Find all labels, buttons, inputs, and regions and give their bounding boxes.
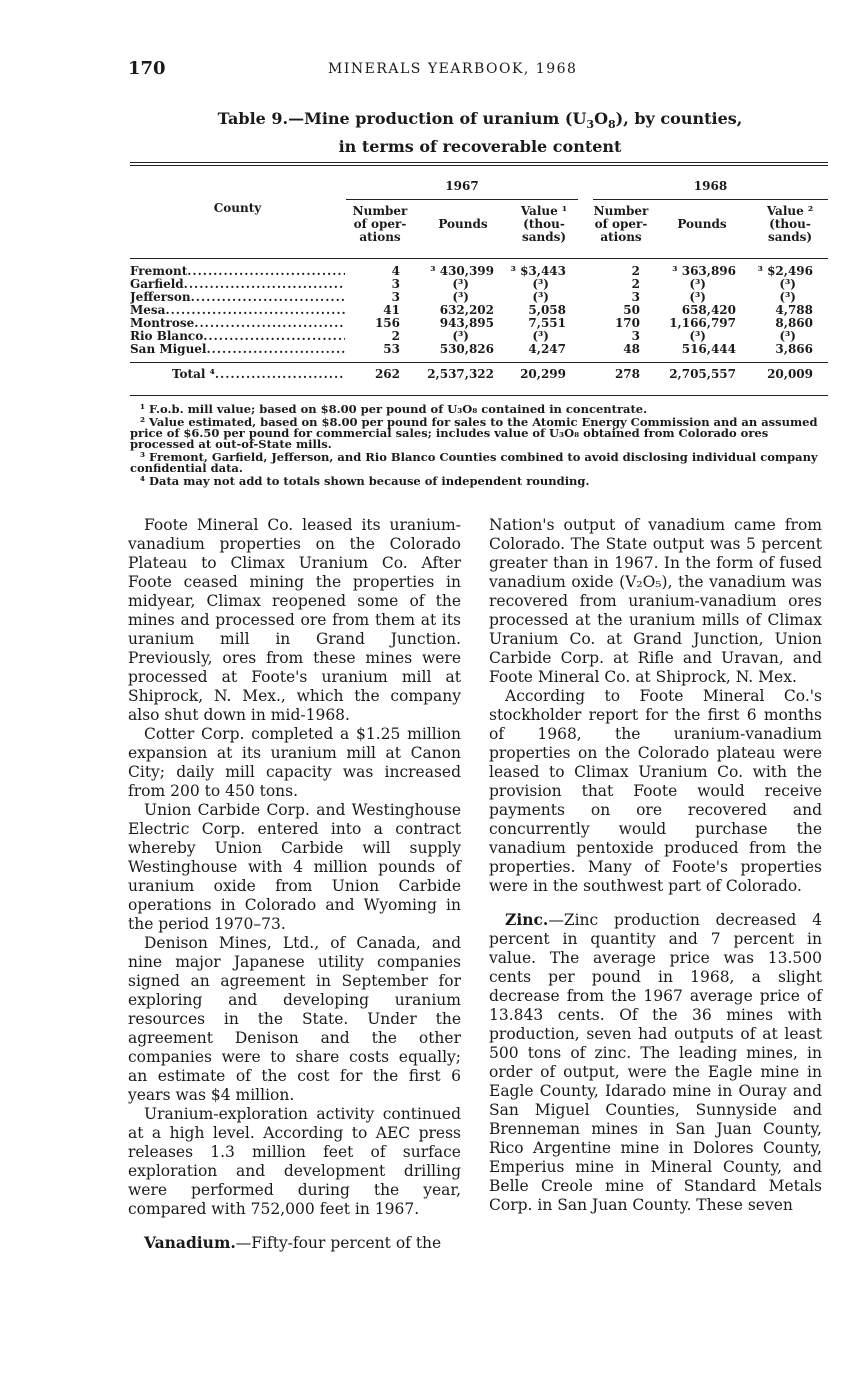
footnote: ² Value estimated, based on $8.00 per pound for sales to the Atomic Energy Commission and an assumed price of $6.50 per pound for commercial sales; includes value of U₃O₈ obtained from Colorado ores processed at out-of-State mills. [130,415,818,451]
paragraph: Uranium-exploration activity continued at a high level. According to AEC press releases 1.3 million feet of surface exploration and development drilling were performed during the year, compared with 752,000 feet in 1967. [128,1105,461,1218]
table-header-rule [130,258,828,259]
year-1967-header: 1967 [445,179,479,193]
year-1968-header: 1968 [693,179,728,193]
table-top-rule [130,162,828,163]
footnote: ¹ F.o.b. mill value; based on $8.00 per pound of U₃O₈ contained in concentrate. [140,402,648,416]
zinc-paragraph: Zinc.—Zinc production decreased 4 percent in quantity and 7 percent in value. The average price was 13.500 cents per pound in 1968, a slight decrease from the 1967 average price of 13.843 cents. Of the 36 mines with production, seven had outputs of at least 500 tons of zinc. The leading mines, in order of output, were the Eagle mine in Eagle County, Idarado mine in Ouray and San Miguel Counties, Sunnyside and Brenneman mines in San Juan County, Rico Argentine mine in Dolores County, Emperius mine in Mineral County, and Belle Creole mine of Standard Metals Corp. in San Juan County. These seven [489,910,822,1214]
value-1968-header: Value ² (thou- sands) [766,204,814,244]
running-head: MINERALS YEARBOOK, 1968 [328,61,578,77]
ops-1967-header: Number of oper- ations [352,204,408,244]
page-header [128,58,828,82]
paragraph: Denison Mines, Ltd., of Canada, and nine major Japanese utility companies signed an agreement in September for exploring and developing uranium resources in the State. Under the agreement Denison and the other companies were to share costs equally; an estimate of the cost for the first 6 years was $4 million. [128,934,461,1104]
pounds-1968-header: Pounds [677,217,727,231]
vanadium-heading: Vanadium. [144,1233,236,1252]
right-column [489,516,822,1215]
paragraph: Foote Mineral Co. leased its uranium-vanadium properties on the Colorado Plateau to Climax Uranium Co. After Foote ceased mining the properties in midyear, Climax reopened some of the mines and processed ore from them at its uranium mill in Grand Junction. Previously, ores from these mines were processed at Foote's uranium mill at Shiprock, N. Mex., which the company also shut down in mid-1968. [128,516,461,724]
footnote: ⁴ Data may not add to totals shown because of independent rounding. [140,474,590,488]
year-1967-rule [346,199,578,200]
table-total-rule [130,362,828,363]
ops-1968-header: Number of oper- ations [593,204,649,244]
paragraph: Nation's output of vanadium came from Colorado. The State output was 5 percent greater than in 1967. In the form of fused vanadium oxide (V₂O₅), the vanadium was recovered from uranium-vanadium ores processed at the uranium mills of Climax Uranium Co. at Grand Junction, Union Carbide Corp. at Rifle and Uravan, and Foote Mineral Co. at Shiprock, N. Mex. [489,516,822,686]
paragraph: According to Foote Mineral Co.'s stockholder report for the first 6 months of 1968, the uranium-vanadium properties on the Colorado plateau were leased to Climax Uranium Co. with the provision that Foote would receive payments on ore recovered and concurrently would purchase the vanadium pentoxide produced from the properties. Many of Foote's properties were in the southwest part of Colorado. [489,687,822,895]
county-column-header: County [213,201,262,215]
table-footnotes [130,404,830,489]
vanadium-paragraph: Vanadium.—Fifty-four percent of the [144,1233,442,1252]
year-1968-rule [593,199,828,200]
paragraph: Cotter Corp. completed a $1.25 million expansion at its uranium mill at Canon City; daily mill capacity was increased from 200 to 450 tons. [128,725,461,800]
footnote: ³ Fremont, Garfield, Jefferson, and Rio Blanco Counties combined to avoid disclosing individual company confidential data. [130,450,818,475]
paragraph: Union Carbide Corp. and Westinghouse Electric Corp. entered into a contract whereby Union Carbide will supply Westinghouse with 4 million pounds of uranium oxide from Union Carbide operations in Colorado and Wyoming in the period 1970–73. [128,801,461,933]
page-number: 170 [128,58,166,79]
table-bottom-rule [130,395,828,396]
value-1967-header: Value ¹ (thou- sands) [520,204,568,244]
table-top-rule-2 [130,165,828,166]
left-column [128,516,461,1253]
table-title: Table 9.—Mine production of uranium $(U_3O_8)$, by counties, in terms of recoverable content [217,109,743,157]
zinc-heading: Zinc. [505,910,549,929]
pounds-1967-header: Pounds [438,217,488,231]
